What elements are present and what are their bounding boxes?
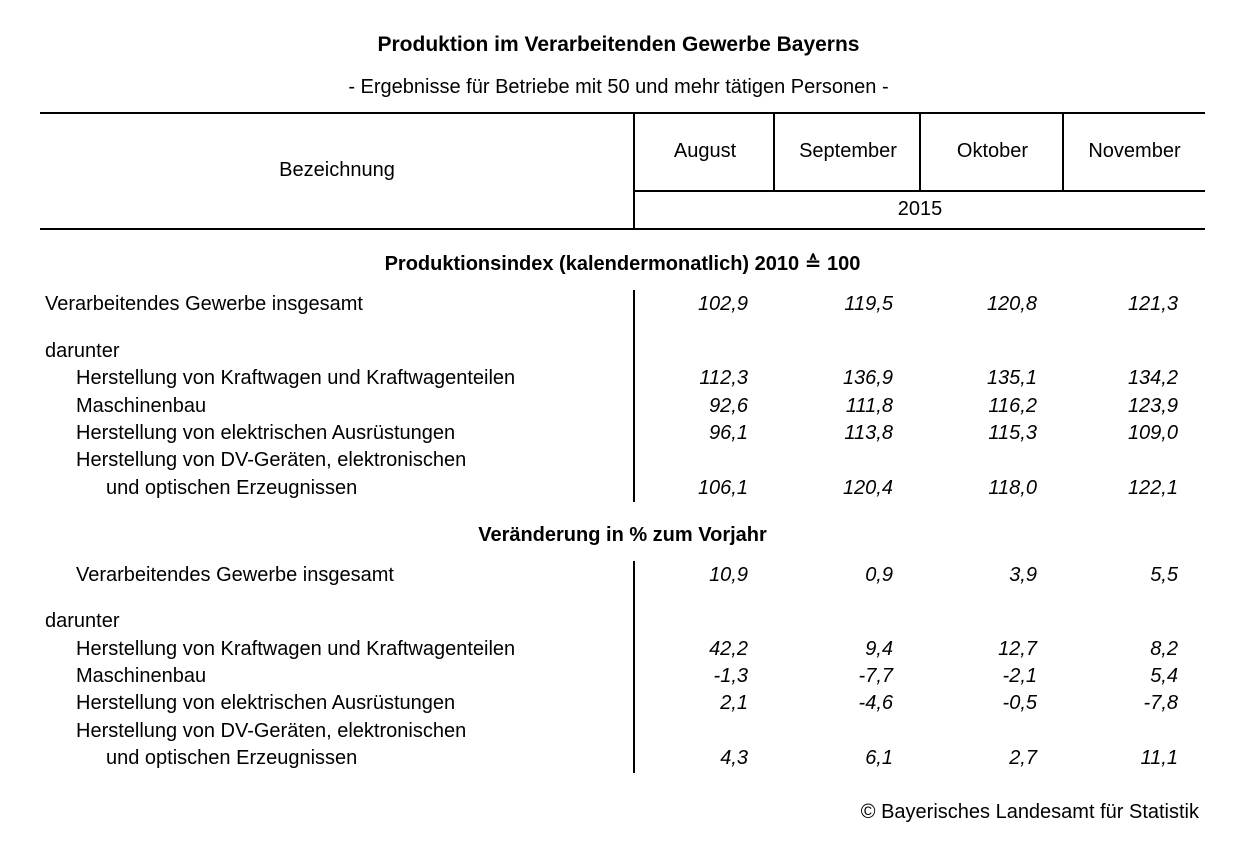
cell-value: 135,1 <box>986 367 1037 389</box>
cell-value: 109,0 <box>1127 422 1178 444</box>
row-label: Maschinenbau <box>76 665 207 687</box>
cell-value: 113,8 <box>844 422 893 444</box>
cell-value: 2,7 <box>1009 747 1037 769</box>
row-label: Herstellung von DV-Geräten, elektronischen <box>76 449 467 471</box>
cell-value: 8,2 <box>1150 638 1178 660</box>
cell-value: 120,8 <box>986 293 1037 315</box>
cell-value: -7,8 <box>1143 692 1178 714</box>
cell-value: 10,9 <box>709 564 748 586</box>
cell-value: 111,8 <box>845 395 893 417</box>
row-label: Herstellung von DV-Geräten, elektronischen <box>76 720 467 742</box>
cell-value: 123,9 <box>1127 395 1178 417</box>
row-label-total: Verarbeitendes Gewerbe insgesamt <box>45 293 363 315</box>
cell-value: 115,3 <box>988 422 1037 444</box>
header-month-november: November <box>1088 140 1181 162</box>
cell-value: 119,5 <box>844 293 893 315</box>
cell-value: 121,3 <box>1127 293 1178 315</box>
row-label-continuation: und optischen Erzeugnissen <box>106 747 358 769</box>
cell-value: 12,7 <box>998 638 1037 660</box>
copyright-footer: © Bayerisches Landesamt für Statistik <box>860 801 1199 823</box>
row-label: Herstellung von elektrischen Ausrüstungen <box>76 422 456 444</box>
cell-value: 5,5 <box>1150 564 1178 586</box>
row-label-darunter: darunter <box>45 610 120 632</box>
header-month-august: August <box>673 140 737 162</box>
header-bottom-rule <box>40 228 1205 230</box>
cell-value: -2,1 <box>1002 665 1037 687</box>
cell-value: -1,3 <box>713 665 748 687</box>
cell-value: 116,2 <box>988 395 1037 417</box>
cell-value: 5,4 <box>1150 665 1178 687</box>
header-month-oktober: Oktober <box>956 140 1029 162</box>
cell-value: 6,1 <box>865 747 893 769</box>
cell-value: 134,2 <box>1127 367 1178 389</box>
cell-value: 92,6 <box>709 395 748 417</box>
cell-value: 2,1 <box>720 692 748 714</box>
cell-value: 9,4 <box>865 638 893 660</box>
cell-value: 3,9 <box>1009 564 1037 586</box>
cell-value: 122,1 <box>1127 477 1178 499</box>
row-label: Maschinenbau <box>76 395 207 417</box>
cell-value: 118,0 <box>988 477 1037 499</box>
cell-value: 11,1 <box>1140 747 1178 769</box>
cell-value: -7,7 <box>858 665 893 687</box>
cell-value: 96,1 <box>709 422 748 444</box>
header-bezeichnung: Bezeichnung <box>279 159 395 181</box>
section-heading-change: Veränderung in % zum Vorjahr <box>478 524 767 546</box>
cell-value: 106,1 <box>697 477 748 499</box>
cell-value: 112,3 <box>699 367 748 389</box>
cell-value: 4,3 <box>720 747 748 769</box>
header-year: 2015 <box>897 198 943 220</box>
cell-value: 42,2 <box>709 638 748 660</box>
top-rule <box>40 112 1205 114</box>
row-label-total: Verarbeitendes Gewerbe insgesamt <box>76 564 394 586</box>
section-heading-index: Produktionsindex (kalendermonatlich) 2010 ≙ 100 <box>384 253 861 275</box>
row-label-continuation: und optischen Erzeugnissen <box>106 477 358 499</box>
cell-value: 120,4 <box>842 477 893 499</box>
cell-value: 0,9 <box>865 564 893 586</box>
table-subtitle: - Ergebnisse für Betriebe mit 50 und mehr tätigen Personen - <box>348 76 889 98</box>
cell-value: -4,6 <box>858 692 893 714</box>
row-label: Herstellung von Kraftwagen und Kraftwagenteilen <box>76 367 516 389</box>
cell-value: 136,9 <box>842 367 893 389</box>
header-month-september: September <box>799 140 897 162</box>
cell-value: 102,9 <box>697 293 748 315</box>
row-label: Herstellung von elektrischen Ausrüstungen <box>76 692 456 714</box>
row-label: Herstellung von Kraftwagen und Kraftwagenteilen <box>76 638 516 660</box>
row-label-darunter: darunter <box>45 340 120 362</box>
table-title: Produktion im Verarbeitenden Gewerbe Bayerns <box>377 33 860 56</box>
cell-value: -0,5 <box>1002 692 1037 714</box>
